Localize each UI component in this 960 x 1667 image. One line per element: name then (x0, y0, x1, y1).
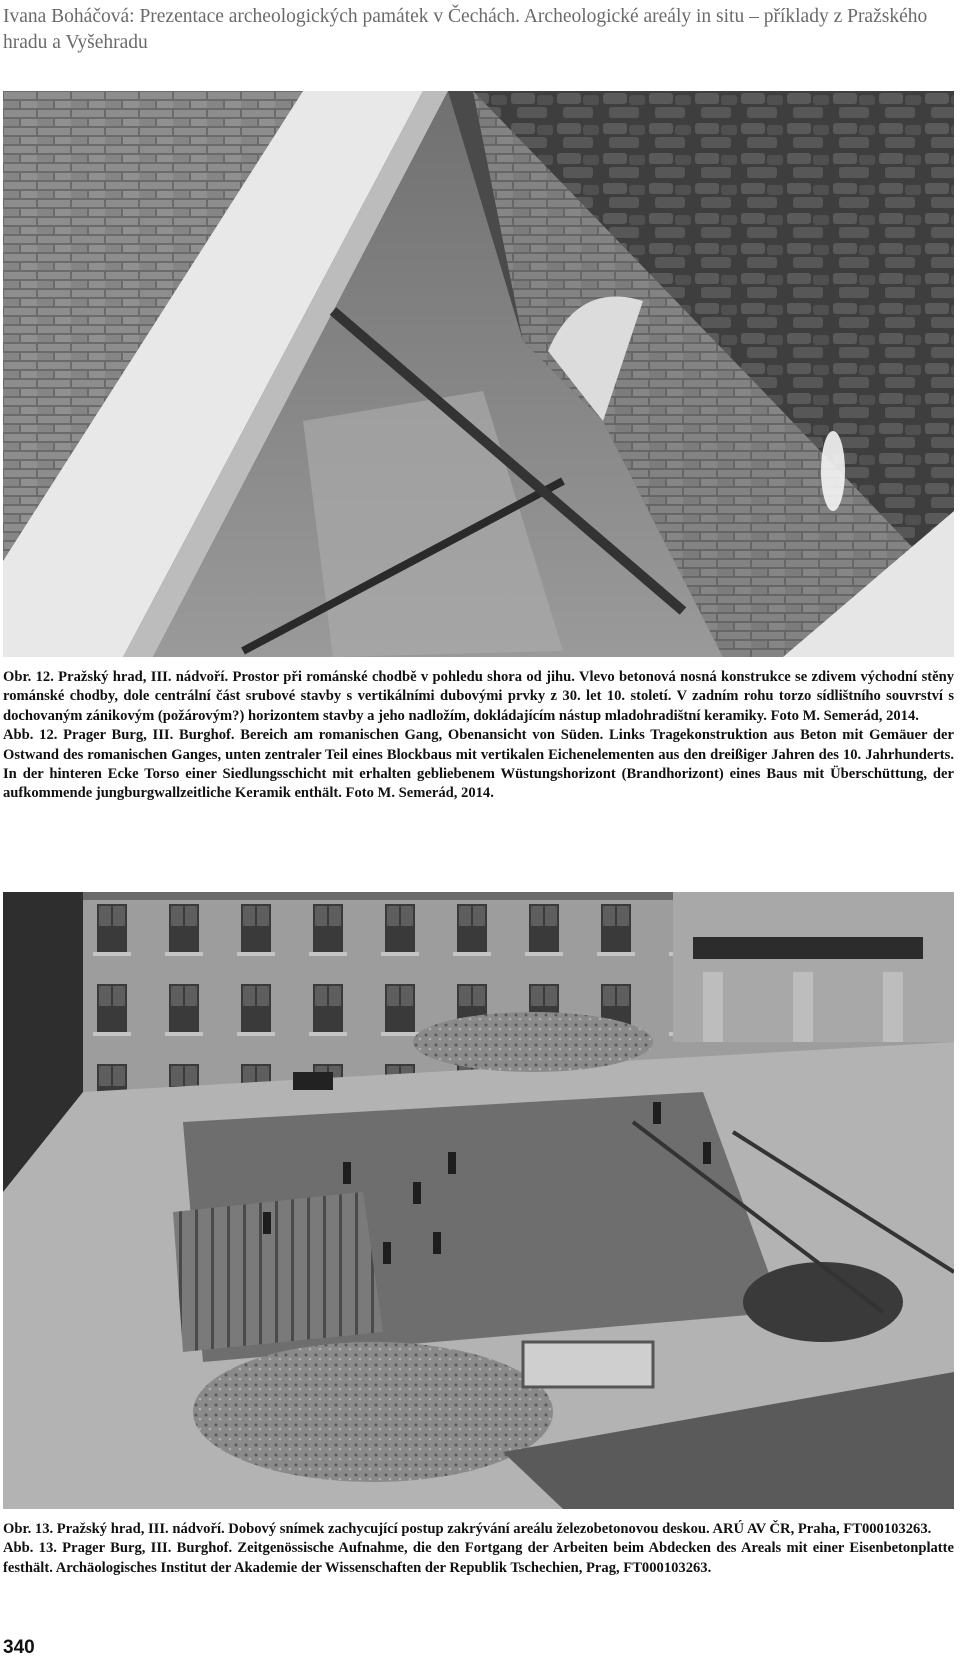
figure-12-caption (3, 668, 954, 804)
excavation-overhead-image (3, 91, 954, 657)
figure-13-caption-german: Abb. 13. Prager Burg, III. Burghof. Zeitgenössische Aufnahme, die den Fortgang der Arbeiten beim Abdecken des Areals mit einer Eisenbetonplatte festhält. Archäologisches Institut der Akademie der Wissenschaften der Republik Tschechien, Prag, FT000103263. (3, 1540, 954, 1576)
figure-13-caption (3, 1520, 954, 1578)
running-header: Ivana Boháčová: Prezentace archeologických památek v Čechách. Archeologické areály in situ – příklady z Pražského hradu a Vyšehradu (3, 6, 928, 53)
figure-12-caption-german: Abb. 12. Prager Burg, III. Burghof. Bereich am romanischen Gang, Obenansicht von Süden. Links Tragekonstruktion aus Beton mit Gemäuer der Ostwand des romanischen Ganges, unten zentraler Teil eines Blockbaus mit vertikalen Eichenelementen aus den dreißiger Jahren des 10. Jahrhunderts. In der hinteren Ecke Torso einer Siedlungsschicht mit erhalten gebliebenem Wüstungshorizont (Brandhorizont) eines Baus mit Überschüttung, der aufkommende jungburgwallzeitliche Keramik enthält. Foto M. Semerád, 2014. (3, 727, 954, 802)
historical-courtyard-image (3, 892, 954, 1509)
figure-12-caption-czech: Obr. 12. Pražský hrad, III. nádvoří. Prostor při románské chodbě v pohledu shora od jihu. Vlevo betonová nosná konstrukce se zdivem východní stěny románské chodby, dole centrální část srubové stavby s vertikálními dubovými prvky z 30. let 10. století. V zadním rohu torzo sídlištního souvrství s dochovaným zánikovým (požárovým?) horizontem stavby a jeho nadložím, dokládajícím nástup mladohradištní keramiky. Foto M. Semerád, 2014. (3, 669, 954, 724)
page-number: 340 (3, 1637, 35, 1658)
figure-13-photo (3, 892, 954, 1509)
figure-12-photo (3, 91, 954, 657)
figure-13-caption-czech: Obr. 13. Pražský hrad, III. nádvoří. Dobový snímek zachycující postup zakrývání areálu železobetonovou deskou. ARÚ AV ČR, Praha, FT000103263. (3, 1521, 932, 1537)
